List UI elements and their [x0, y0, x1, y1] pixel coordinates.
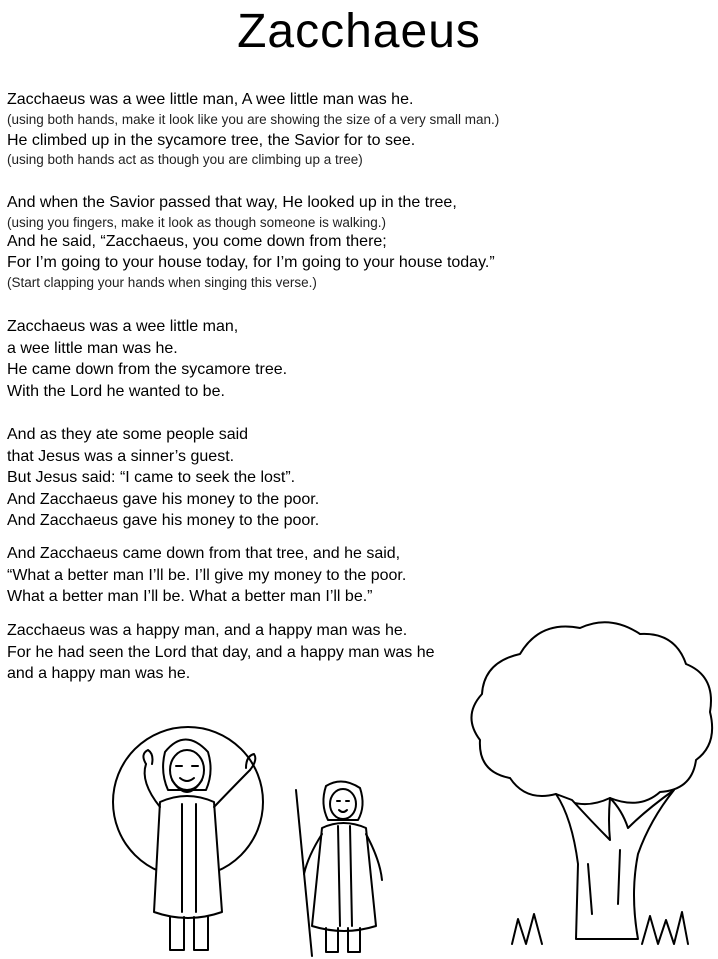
- stanza-2: [7, 192, 707, 291]
- lyric-line: And Zacchaeus gave his money to the poor.: [7, 490, 320, 508]
- lyric-line: With the Lord he wanted to be.: [7, 382, 225, 400]
- lyric-line: “What a better man I’ll be. I’ll give my money to the poor.: [7, 566, 407, 584]
- jesus-figure: [143, 740, 255, 951]
- staff: [296, 790, 312, 956]
- page-title: Zacchaeus: [237, 5, 481, 58]
- lyric-line: But Jesus said: “I came to seek the lost”.: [7, 469, 296, 486]
- jesus-illustration: [110, 712, 280, 959]
- lyric-line: And he said, “Zacchaeus, you come down from there;: [7, 232, 387, 250]
- action-note: (using both hands act as though you are climbing up a tree): [7, 152, 363, 167]
- lyric-line: And when the Savior passed that way, He looked up in the tree,: [7, 194, 457, 211]
- lyric-line: And Zacchaeus came down from that tree, and he said,: [7, 545, 401, 562]
- zacchaeus-illustration: [282, 776, 392, 959]
- lyric-line: Zacchaeus was a wee little man,: [7, 318, 239, 335]
- stanza-1: [7, 89, 707, 168]
- action-note: (using both hands, make it look like you are showing the size of a very small man.): [7, 111, 500, 127]
- tree-canopy: [471, 622, 712, 804]
- lyric-line: For he had seen the Lord that day, and a happy man was he: [7, 643, 435, 661]
- lyric-line: that Jesus was a sinner’s guest.: [7, 447, 235, 465]
- action-note: (Start clapping your hands when singing this verse.): [7, 274, 317, 290]
- zacchaeus-figure: [304, 781, 382, 952]
- stanza-4: [7, 424, 707, 532]
- lyric-line: And Zacchaeus gave his money to the poor.: [7, 512, 320, 529]
- action-note: (using you fingers, make it look as though someone is walking.): [7, 214, 386, 230]
- stanza-5: [7, 543, 707, 608]
- lyric-line: He came down from the sycamore tree.: [7, 361, 288, 378]
- lyric-line: And as they ate some people said: [7, 426, 249, 443]
- lyric-line: What a better man I’ll be. What a better man I’ll be.”: [7, 588, 373, 605]
- sycamore-tree-illustration: [460, 614, 718, 959]
- stanza-3: [7, 316, 707, 402]
- lyric-line: For I’m going to your house today, for I’m going to your house today.”: [7, 254, 495, 271]
- lyric-line: He climbed up in the sycamore tree, the Savior for to see.: [7, 131, 416, 149]
- lyric-line: and a happy man was he.: [7, 665, 191, 682]
- lyric-line: a wee little man was he.: [7, 339, 178, 357]
- lyric-line: Zacchaeus was a wee little man, A wee little man was he.: [7, 91, 414, 108]
- lyric-line: Zacchaeus was a happy man, and a happy man was he.: [7, 622, 408, 639]
- tree-trunk: [556, 790, 674, 939]
